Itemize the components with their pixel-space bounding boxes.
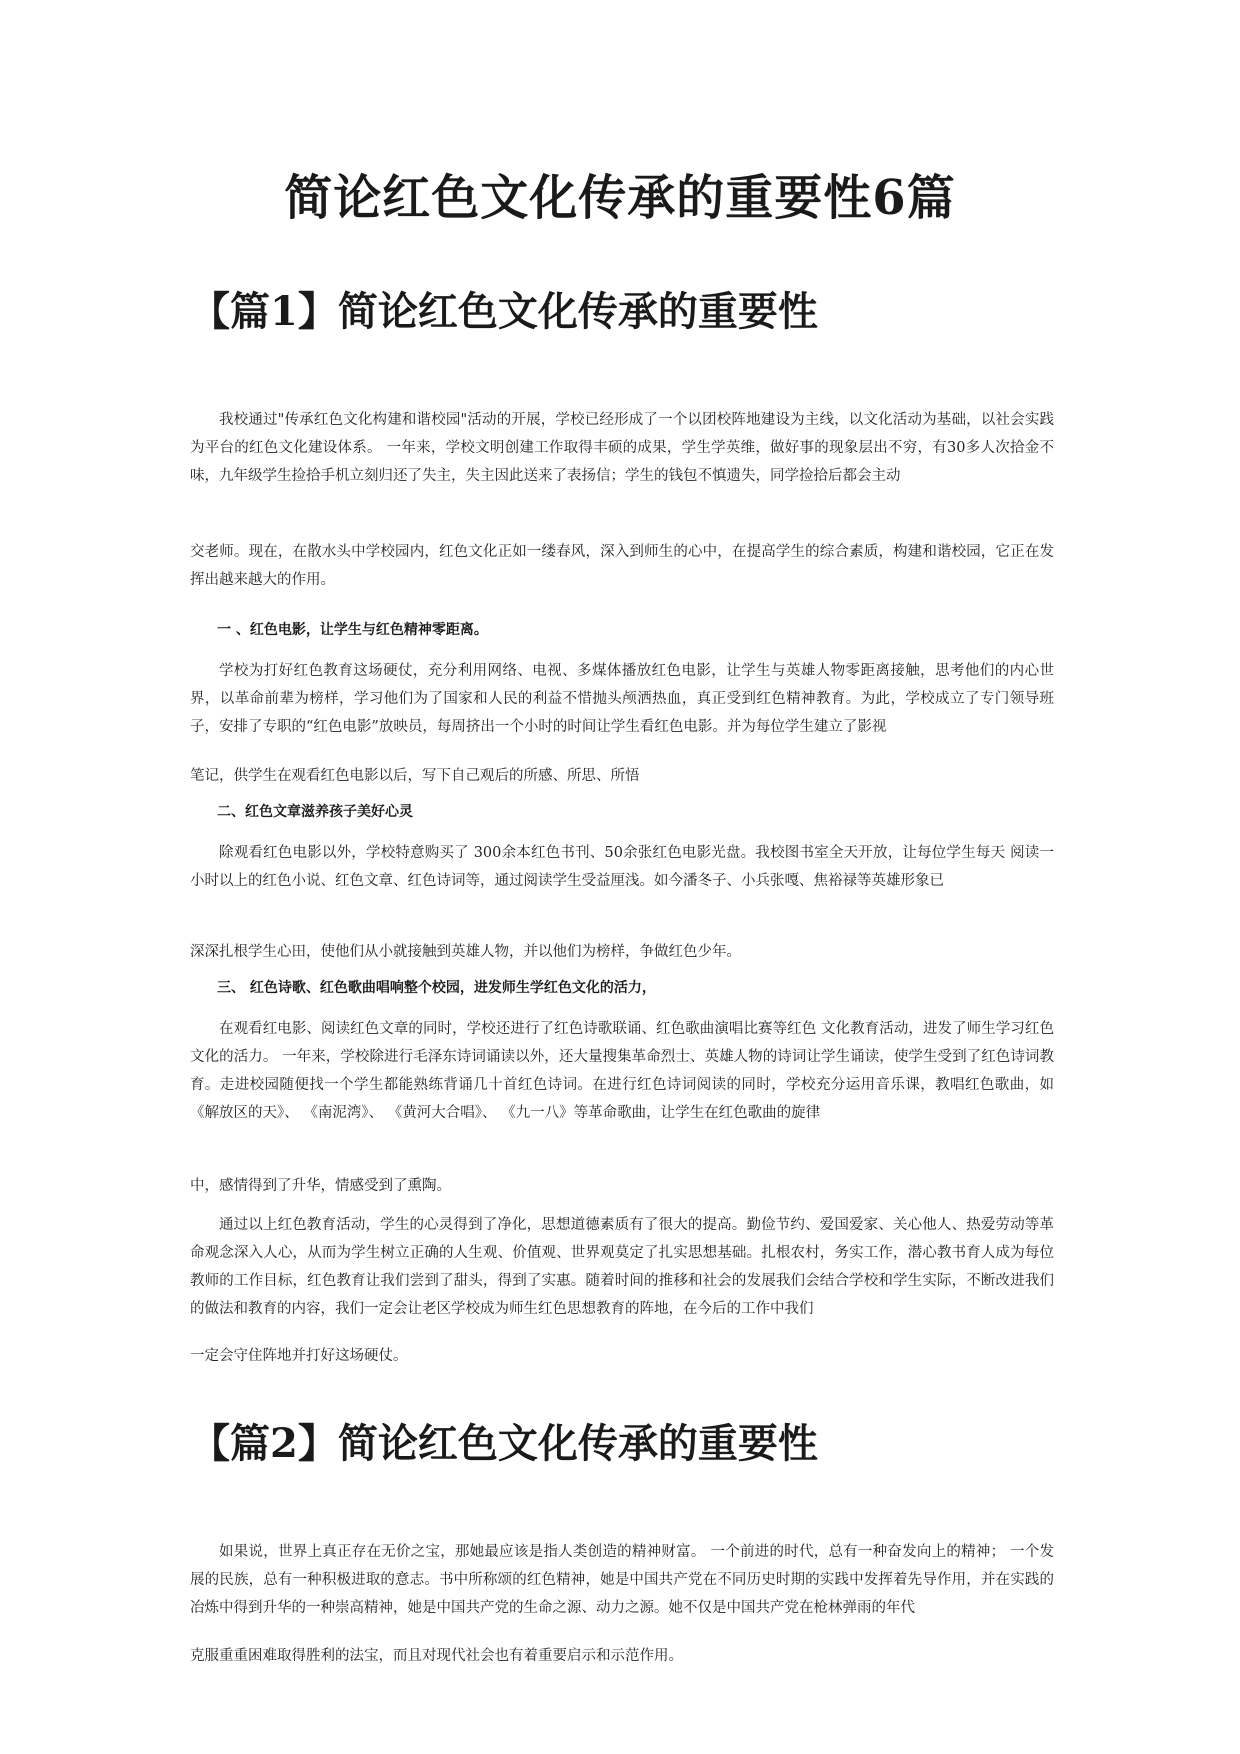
paragraph: 在观看红电影、阅读红色文章的同时，学校还进行了红色诗歌联诵、红色歌曲演唱比赛等红色 文化教育活动，进发了师生学习红色文化的活力。 一年来，学校除进行毛泽东诗词诵读以外，还大量搜集革命烈士、英雄人物的诗词让学生诵读，使学生受到了红色诗词教育。走进校园随便找一个学生都能熟练背诵几十首红色诗词。在进行红色诗词阅读的同时，学校充分运用音乐课，教唱红色歌曲，如《解放区的天》、 《南泥湾》、 《黄河大合唱》、 《九一八》等革命歌曲，让学生在红色歌曲的旋律 — [190, 1021, 1054, 1121]
paragraph: 交老师。现在，在散水头中学校园内，红色文化正如一缕春风，深入到师生的心中，在提高学生的综合素质，构建和谐校园，它正在发挥出越来越大的作用。 — [190, 544, 1054, 588]
subheading: 一 、红色电影，让学生与红色精神零距离。 — [217, 622, 488, 638]
paragraph: 通过以上红色教育活动，学生的心灵得到了净化，思想道德素质有了很大的提高。勤俭节约、爱国爱家、关心他人、热爱劳动等革命观念深入人心，从而为学生树立正确的人生观、价值观、世界观莫定了扎实思想基础。扎根农村，务实工作，潜心教书育人成为每位教师的工作目标，红色教育让我们尝到了甜头，得到了实惠。随着时间的推移和社会的发展我们会结合学校和学生实际，不断改进我们的做法和教育的内容，我们一定会让老区学校成为师生红色思想教育的阵地，在今后的工作中我们 — [190, 1217, 1054, 1317]
paragraph: 学校为打好红色教育这场硬仗，充分利用网络、电视、多煤体播放红色电影，让学生与英雄人物零距离接触，思考他们的内心世界，以革命前辈为榜样，学习他们为了国家和人民的利益不惜抛头颅洒热血，真正受到红色精神教育。为此，学校成立了专门领导班子，安排了专职的“红色电影”放映员，每周挤出一个小时的时间让学生看红色电影。并为每位学生建立了影视 — [190, 663, 1054, 735]
paragraph: 深深扎根学生心田，使他们从小就接触到英雄人物，并以他们为榜样，争做红色少年。 — [190, 944, 741, 960]
paragraph: 笔记，供学生在观看红色电影以后，写下自己观后的所感、所思、所悟 — [190, 768, 640, 784]
paragraph: 克服重重困难取得胜利的法宝，而且对现代社会也有着重要启示和示范作用。 — [190, 1648, 683, 1664]
section-heading-1: 【篇1】简论红色文化传承的重要性 — [190, 288, 818, 335]
paragraph: 中，感情得到了升华，情感受到了熏陶。 — [190, 1178, 451, 1194]
paragraph: 如果说，世界上真正存在无价之宝，那她最应该是指人类创造的精神财富。 一个前进的时代，总有一种奋发向上的精神； 一个发展的民族，总有一种积极进取的意志。书中所称颂的红色精神，她是中国共产党在不同历史时期的实践中发挥着先导作用，并在实践的冶炼中得到升华的一种崇高精神，她是中国共产党的生命之源、动力之源。她不仅是中国共产党在枪林弹雨的年代 — [190, 1544, 1054, 1616]
paragraph: 我校通过"传承红色文化构建和谐校园"活动的开展，学校已经形成了一个以团校阵地建设为主线，以文化活动为基础，以社会实践为平台的红色文化建设体系。 一年来，学校文明创建工作取得丰硕的成果，学生学英维，做好事的现象层出不穷，有30多人次拾金不味，九年级学生捡拾手机立刻归还了失主，失主因此送来了表扬信；学生的钱包不慎遗失，同学捡拾后都会主动 — [190, 412, 1054, 484]
paragraph: 一定会守住阵地并打好这场硬仗。 — [190, 1348, 408, 1364]
document-title: 简论红色文化传承的重要性6篇 — [284, 170, 956, 226]
subheading: 三、 红色诗歌、红色歌曲唱响整个校园，进发师生学红色文化的活力， — [217, 980, 656, 996]
paragraph: 除观看红色电影以外，学校特意购买了 300余本红色书刊、50余张红色电影光盘。我校图书室全天开放，让每位学生每天 阅读一小时以上的红色小说、红色文章、红色诗词等，通过阅读学生受益厘浅。如今潘冬子、小兵张嘎、焦裕禄等英雄形象已 — [190, 845, 1054, 889]
subheading: 二、红色文章滋养孩子美好心灵 — [217, 804, 413, 820]
section-heading-2: 【篇2】简论红色文化传承的重要性 — [190, 1420, 818, 1467]
